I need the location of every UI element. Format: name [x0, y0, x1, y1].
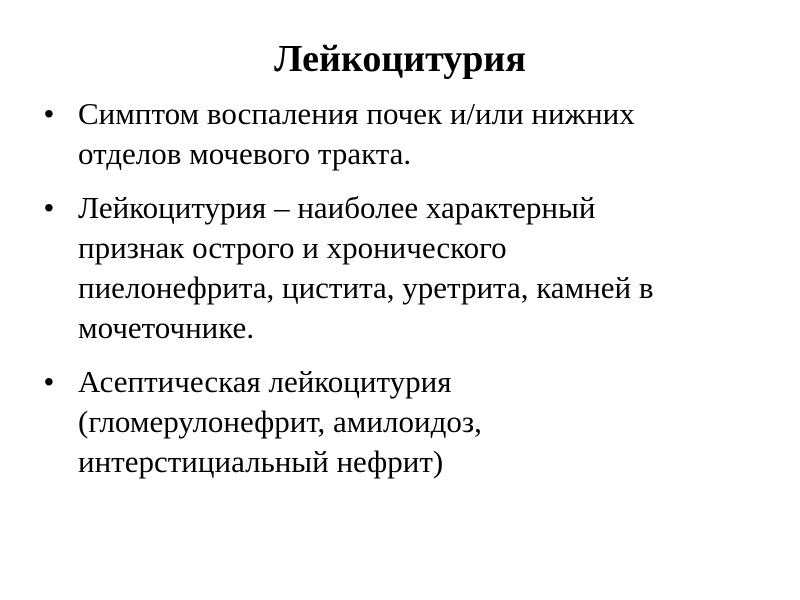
bullet-text-line: пиелонефрита, цистита, уретрита, камней в: [78, 270, 654, 305]
bullet-text-line: интерстициальный нефрит): [78, 444, 444, 479]
bullet-dot-icon: •: [44, 98, 54, 129]
bullet-text-line: признак острого и хронического: [78, 230, 507, 265]
bullet-item: [44, 188, 764, 348]
bullet-text-line: Симптом воспаления почек и/или нижних: [78, 96, 635, 131]
bullet-text-line: отделов мочевого тракта.: [78, 136, 412, 171]
bullet-dot-icon: •: [44, 366, 54, 397]
slide-title: Лейкоцитурия: [274, 38, 526, 80]
bullet-text-line: Лейкоцитурия – наиболее характерный: [78, 190, 596, 225]
bullet-item: [44, 362, 764, 482]
bullet-text-line: мочеточнике.: [78, 310, 255, 345]
bullet-dot-icon: •: [44, 192, 54, 223]
bullet-text-line: Асептическая лейкоцитурия: [78, 364, 452, 399]
bullet-text-line: (гломерулонефрит, амилоидоз,: [78, 404, 482, 439]
bullet-item: [44, 94, 764, 174]
bullet-list: [44, 94, 764, 496]
